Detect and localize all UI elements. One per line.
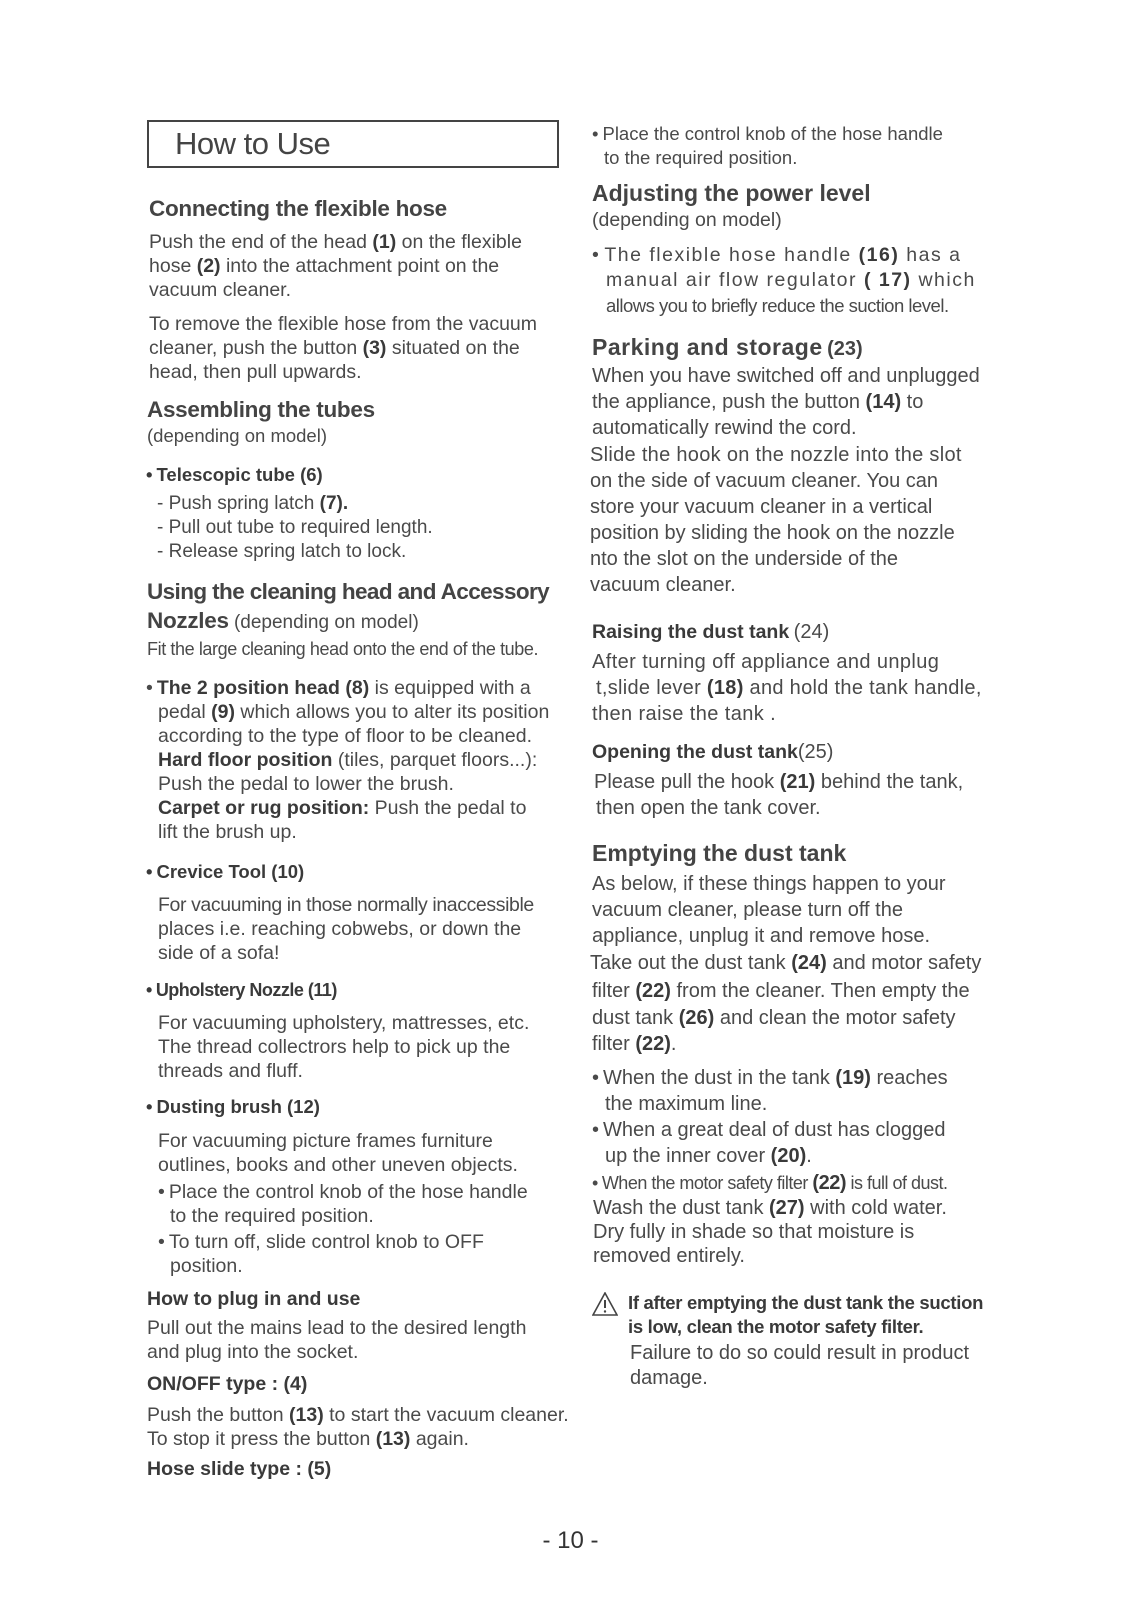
dusting-bullet-2-line1: • To turn off, slide control knob to OFF bbox=[158, 1230, 484, 1255]
crevice-line-2: places i.e. reaching cobwebs, or down the bbox=[158, 918, 522, 940]
dry-line-2: removed entirely. bbox=[593, 1245, 745, 1267]
onoff-line-2: To stop it press the button (13) again. bbox=[147, 1428, 469, 1450]
heading-power-level: Adjusting the power level bbox=[592, 180, 871, 206]
heading-assembling-tubes: Assembling the tubes bbox=[147, 397, 375, 422]
emptying-line-2: vacuum cleaner, please turn off the bbox=[592, 899, 903, 921]
pedal-line-2: according to the type of floor to be cleaned. bbox=[158, 725, 532, 747]
connect-p2-line3: head, then pull upwards. bbox=[149, 361, 362, 383]
page-number: - 10 - bbox=[542, 1527, 599, 1554]
upholstery-heading: • Upholstery Nozzle (11) bbox=[146, 980, 337, 1001]
tubes-model-note: (depending on model) bbox=[147, 425, 327, 446]
carpet-line-2: lift the brush up. bbox=[158, 821, 297, 843]
power-line-2: manual air flow regulator ( 17) which bbox=[606, 269, 976, 291]
hose-slide-heading: Hose slide type : (5) bbox=[147, 1458, 332, 1480]
heading-emptying-tank: Emptying the dust tank bbox=[592, 840, 847, 866]
dusting-brush-heading: • Dusting brush (12) bbox=[146, 1096, 320, 1118]
warning-line4: damage. bbox=[630, 1367, 708, 1389]
empty-bullet-1-line1: • When the dust in the tank (19) reaches bbox=[592, 1066, 948, 1091]
parking-line-1: When you have switched off and unplugged bbox=[592, 365, 980, 387]
dusting-line-2: outlines, books and other uneven objects. bbox=[158, 1154, 518, 1176]
page-title: How to Use bbox=[175, 126, 331, 161]
tube-step-3: - Release spring latch to lock. bbox=[157, 541, 407, 562]
wash-line: Wash the dust tank (27) with cold water. bbox=[593, 1197, 947, 1219]
raising-line-1: After turning off appliance and unplug bbox=[592, 651, 940, 673]
raising-line-3: then raise the tank . bbox=[592, 703, 777, 725]
slide-line-6: vacuum cleaner. bbox=[590, 574, 736, 596]
heading-raising-tank: Raising the dust tank (24) bbox=[592, 621, 830, 643]
dusting-bullet-1-line2: to the required position. bbox=[170, 1205, 374, 1227]
power-line-1: • The flexible hose handle (16) has a bbox=[592, 243, 961, 268]
dusting-bullet-1-line1: • Place the control knob of the hose handle bbox=[158, 1180, 528, 1205]
emptying-line-1: As below, if these things happen to your bbox=[592, 873, 946, 895]
crevice-line-3: side of a sofa! bbox=[158, 942, 280, 964]
top-bullet-line1: • Place the control knob of the hose handle bbox=[592, 122, 943, 147]
slide-line-5: nto the slot on the underside of the bbox=[590, 548, 898, 570]
heading-opening-tank: Opening the dust tank(25) bbox=[592, 741, 834, 763]
empty-bullet-2-line2: up the inner cover (20). bbox=[605, 1145, 812, 1167]
parking-line-2: the appliance, push the button (14) to bbox=[592, 391, 924, 413]
opening-line-1: Please pull the hook (21) behind the tank, bbox=[594, 771, 964, 793]
heading-cleaning-head: Using the cleaning head and Accessory bbox=[147, 579, 550, 604]
heading-parking-storage: Parking and storage (23) bbox=[592, 334, 863, 360]
plug-in-heading: How to plug in and use bbox=[147, 1288, 361, 1310]
warning-bold-line2: is low, clean the motor safety filter. bbox=[628, 1316, 924, 1337]
emptying-line-3: appliance, unplug it and remove hose. bbox=[592, 925, 931, 947]
power-line-3: allows you to briefly reduce the suction level. bbox=[606, 295, 949, 316]
connect-p1-line1: Push the end of the head (1) on the flexible bbox=[149, 231, 522, 253]
plug-line-2: and plug into the socket. bbox=[147, 1341, 359, 1363]
hard-floor-line-2: Push the pedal to lower the brush. bbox=[158, 773, 454, 795]
upholstery-line-1: For vacuuming upholstery, mattresses, etc. bbox=[158, 1012, 530, 1034]
empty-bullet-1-line2: the maximum line. bbox=[605, 1093, 768, 1115]
fit-head-note: Fit the large cleaning head onto the end of the tube. bbox=[147, 639, 539, 659]
empty-bullet-2-line1: • When a great deal of dust has clogged bbox=[592, 1118, 945, 1143]
take-line-1: Take out the dust tank (24) and motor safety bbox=[590, 952, 982, 974]
take-line-3: dust tank (26) and clean the motor safety bbox=[592, 1007, 956, 1029]
plug-line-1: Pull out the mains lead to the desired length bbox=[147, 1317, 527, 1339]
empty-bullet-3: • When the motor safety filter (22) is full of dust. bbox=[592, 1171, 948, 1196]
connect-p1-line3: vacuum cleaner. bbox=[149, 279, 291, 301]
dry-line-1: Dry fully in shade so that moisture is bbox=[593, 1221, 915, 1243]
onoff-type-heading: ON/OFF type : (4) bbox=[147, 1373, 308, 1395]
slide-line-4: position by sliding the hook on the nozzle bbox=[590, 522, 955, 544]
heading-nozzles-line: Nozzles (depending on model) bbox=[147, 608, 419, 633]
connect-p2-line2: cleaner, push the button (3) situated on the bbox=[149, 337, 520, 359]
take-line-2: filter (22) from the cleaner. Then empty the bbox=[592, 980, 970, 1002]
dusting-line-1: For vacuuming picture frames furniture bbox=[158, 1130, 493, 1152]
telescopic-tube-heading: • Telescopic tube (6) bbox=[146, 464, 323, 486]
tube-step-1: - Push spring latch (7). bbox=[157, 493, 349, 514]
warning-line3: Failure to do so could result in product bbox=[630, 1342, 970, 1364]
power-model-note: (depending on model) bbox=[592, 209, 782, 231]
crevice-tool-heading: • Crevice Tool (10) bbox=[146, 861, 304, 883]
crevice-line-1: For vacuuming in those normally inaccessible bbox=[158, 894, 534, 916]
take-line-4: filter (22). bbox=[592, 1033, 677, 1055]
connect-p2-line1: To remove the flexible hose from the vacuum bbox=[149, 313, 538, 335]
connect-p1-line2: hose (2) into the attachment point on the bbox=[149, 255, 500, 277]
slide-line-2: on the side of vacuum cleaner. You can bbox=[590, 470, 939, 492]
upholstery-line-3: threads and fluff. bbox=[158, 1060, 303, 1082]
slide-line-1: Slide the hook on the nozzle into the slot bbox=[590, 444, 962, 466]
warning-icon bbox=[592, 1292, 618, 1316]
top-bullet-line2: to the required position. bbox=[604, 147, 798, 168]
pedal-line-1: pedal (9) which allows you to alter its position bbox=[158, 701, 550, 723]
hard-floor-line: Hard floor position (tiles, parquet floors...): bbox=[158, 749, 538, 771]
two-position-head-line: • The 2 position head (8) is equipped with a bbox=[146, 676, 531, 701]
dusting-bullet-2-line2: position. bbox=[170, 1255, 243, 1277]
warning-bold-line1: If after emptying the dust tank the suction bbox=[628, 1292, 984, 1313]
raising-line-2: t,slide lever (18) and hold the tank handle, bbox=[596, 677, 982, 699]
heading-connecting-hose: Connecting the flexible hose bbox=[149, 196, 447, 221]
opening-line-2: then open the tank cover. bbox=[596, 797, 821, 819]
slide-line-3: store your vacuum cleaner in a vertical bbox=[590, 496, 933, 518]
carpet-line: Carpet or rug position: Push the pedal to bbox=[158, 797, 527, 819]
section-title-box bbox=[147, 120, 559, 168]
parking-line-3: automatically rewind the cord. bbox=[592, 417, 857, 439]
tube-step-2: - Pull out tube to required length. bbox=[157, 517, 433, 538]
onoff-line-1: Push the button (13) to start the vacuum cleaner. bbox=[147, 1404, 569, 1426]
upholstery-line-2: The thread collectrors help to pick up the bbox=[158, 1036, 511, 1058]
